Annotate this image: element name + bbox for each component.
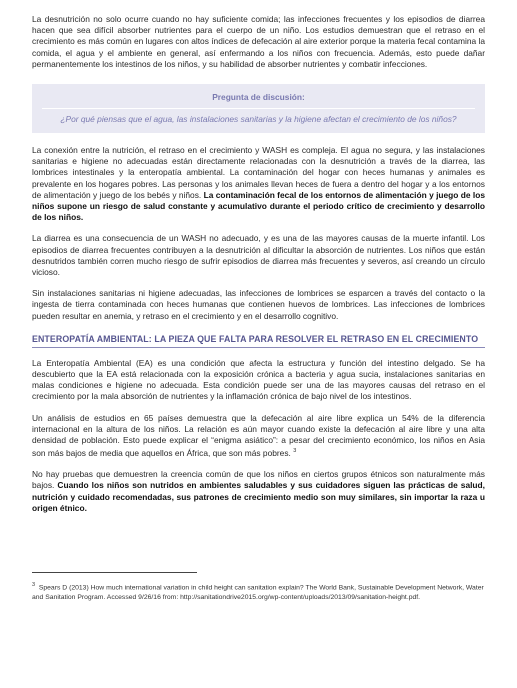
discussion-divider [42,108,475,109]
paragraph-diarrhea: La diarrea es una consecuencia de un WASH no adecuado, y es una de las mayores causas de la muerte infantil. Los episodios de diarrea frecuentes contribuyen a la desnutrición al dificultar la absorción de nutrientes. Los niños que están desnutridos también corren mucho riesgo de sufrir episodios de diarrea más frecuentes y severos, así creando un círculo vicioso. [32,233,485,278]
section-title: ENTEROPATÍA AMBIENTAL: LA PIEZA QUE FALTA PARA RESOLVER EL RETRASO EN EL CRECIMIENTO [32,334,485,348]
paragraph-malnutrition: La desnutrición no solo ocurre cuando no hay suficiente comida; las infecciones frecuentes y los episodios de diarrea hacen que sea difícil absorber nutrientes para el cuerpo de un niño. Los estudios demuestran que el retraso en el crecimiento es más común en lugares con altos índices de defecación al aire exterior porque la materia fecal contamina la comida, el agua y el ambiente en general, así enfermando a los niños con frecuencia. Además, esto puede dañar permanentemente los intestinos de los niños, y su habilidad de absorber nutrientes y combatir infecciones. [32,14,485,69]
footnote [32,580,485,603]
paragraph-ethnicity [32,469,485,514]
paragraph-wash-connection [32,145,485,223]
wash-connection-text: La conexión entre la nutrición, el retraso en el crecimiento y WASH es compleja. El agua no segura, y las instalaciones sanitarias e higiene no adecuadas están directamente relacionadas con la desnutrición a través de la diarrea, las lombrices intestinales y la enteropatía ambiental. La contaminación del hogar con heces humanas y animales es prevalente en los hogares pobres. Las personas y los animales llevan heces de fuera a dentro del hogar y a los entornos de alimentación y juego de los bebés y niños. [32,145,485,200]
footnote-number: 3 [32,582,36,588]
ethnicity-bold: Cuando los niños son nutridos en ambientes saludables y sus cuidadores siguen las prácticas de salud, nutrición y cuidado recomendadas, sus patrones de crecimiento medio son muy similares, sin importar la raza u origen étnico. [32,480,485,513]
paragraph-open-defecation [32,413,485,460]
ethnicity-text: No hay pruebas que demuestren la creencia común de que los niños en ciertos grupos étnicos son naturalmente más bajos. [32,469,485,491]
discussion-question: ¿Por qué piensas que el agua, las instalaciones sanitarias y la higiene afectan el crecimiento de los niños? [60,114,457,125]
open-defecation-text: Un análisis de estudios en 65 países demuestra que la defecación al aire libre explica un 54% de la diferencia internacional en la altura de los niños. La relación es aún mayor cuando existe la defecación al aire libre y una alta densidad de población. Esto puede explicar el “enigma asiático”: a pesar del crecimiento económico, los niños en Asia son más bajos de media que aquellos en África, que son más pobres. [32,412,485,459]
paragraph-environmental-enteropathy: La Enteropatía Ambiental (EA) es una condición que afecta la estructura y función del intestino delgado. Se ha descubierto que la EA está relacionada con la exposición crónica a bacteria y agua sucia, instalaciones sanitarias en malas condiciones e higiene no adecuada. Esta condición puede ser una de las mayores causas del retraso en el crecimiento por la mala absorción de nutrientes y la inflamación crónica de bajo nivel de los intestinos. [32,357,485,402]
discussion-box [32,84,485,133]
footnote-text: Spears D (2013) How much international variation in child height can sanitation explain? The World Bank, Sustainable Development Network, Water and Sanitation Program. Accessed 9/26/16 from: http://sanitationdrive2015.org/wp-content/uploads/2013/09/sanitation-height.pdf. [32,584,484,602]
wash-connection-bold: La contaminación fecal de los entornos de alimentación y juego de los niños supone un riesgo de salud constante y acumulativo durante el periodo crítico de crecimiento y desarrollo de los niños. [32,189,485,223]
footnote-divider [32,572,197,573]
footnote-reference[interactable]: 3 [293,448,297,455]
discussion-title: Pregunta de discusión: [212,92,305,103]
paragraph-worms: Sin instalaciones sanitarias ni higiene adecuadas, las infecciones de lombrices se esparcen a través del contacto o la ingesta de tierra contaminada con heces humanas que contienen huevos de lombrices. Las infecciones de lombrices pueden resultar en anemia, y retraso en el crecimiento y en el desarrollo cognitivo. [32,288,485,321]
